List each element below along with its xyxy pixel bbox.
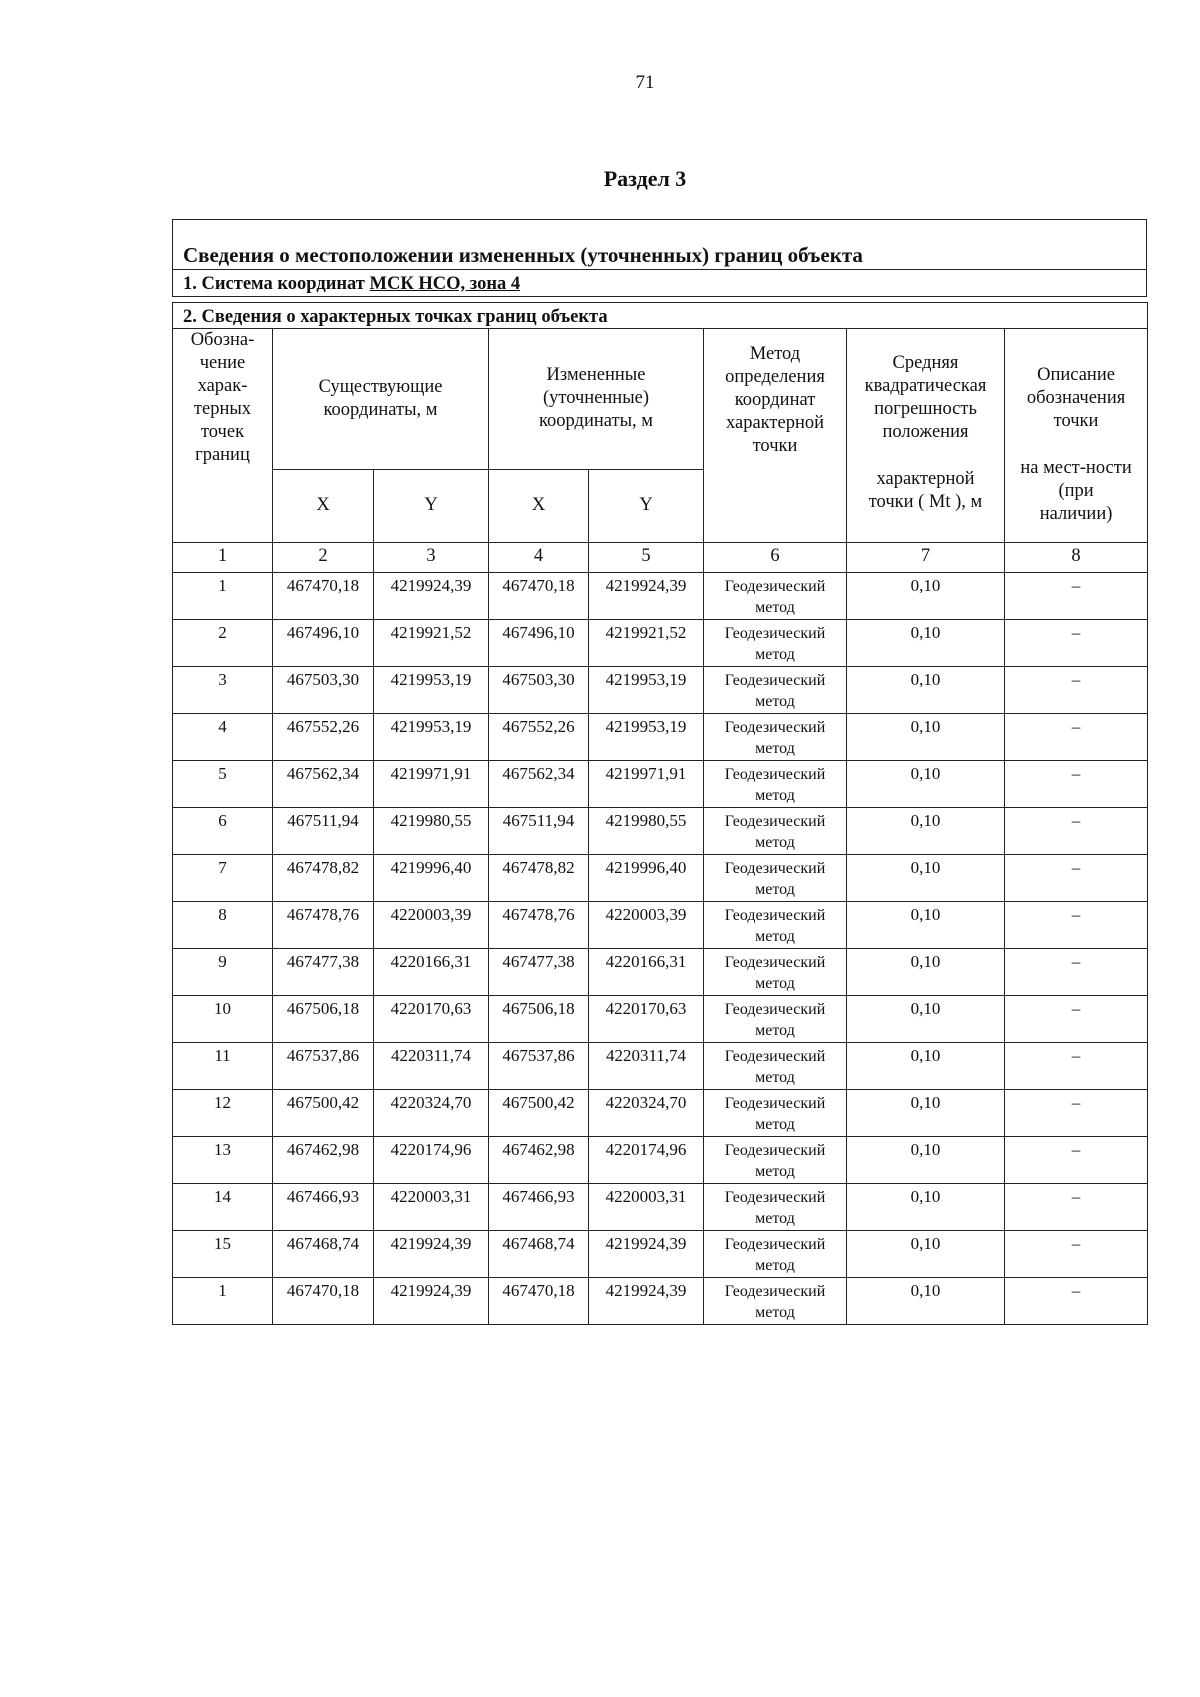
column-number-row — [173, 543, 1148, 573]
points-table — [172, 302, 1148, 1325]
header-line: характерной — [725, 413, 825, 433]
description-cell: – — [1005, 996, 1148, 1043]
existing-y-cell: 4220174,96 — [374, 1137, 489, 1184]
header-existing — [273, 329, 489, 470]
existing-y-cell: 4219924,39 — [374, 573, 489, 620]
existing-y-cell: 4219953,19 — [374, 714, 489, 761]
mt-cell: 0,10 — [847, 808, 1005, 855]
header-error-bottom-lines — [847, 468, 1004, 514]
existing-x-cell: 467468,74 — [273, 1231, 374, 1278]
changed-x-cell: 467470,18 — [489, 1278, 589, 1325]
mt-cell: 0,10 — [847, 1137, 1005, 1184]
existing-x-cell: 467462,98 — [273, 1137, 374, 1184]
existing-x-cell: 467470,18 — [273, 573, 374, 620]
point-number-cell: 7 — [173, 855, 273, 902]
description-cell: – — [1005, 902, 1148, 949]
method-cell: Геодезический метод — [704, 902, 847, 949]
mt-cell: 0,10 — [847, 761, 1005, 808]
changed-y-cell: 4219921,52 — [589, 620, 704, 667]
header-changed-lines — [489, 364, 703, 433]
changed-x-cell: 467468,74 — [489, 1231, 589, 1278]
changed-y-cell: 4220170,63 — [589, 996, 704, 1043]
header-line: координаты, м — [539, 411, 653, 432]
header-line: (уточненные) — [542, 388, 650, 409]
header-line: координаты, м — [323, 399, 438, 420]
changed-x-cell: 467562,34 — [489, 761, 589, 808]
method-cell: Геодезический метод — [704, 949, 847, 996]
changed-x-cell: 467496,10 — [489, 620, 589, 667]
table-row — [173, 1184, 1148, 1231]
description-cell: – — [1005, 855, 1148, 902]
changed-y-cell: 4219953,19 — [589, 714, 704, 761]
header-description — [1005, 329, 1148, 543]
header-changed — [489, 329, 704, 470]
header-desc-bottom-lines — [1005, 457, 1147, 526]
column-number: 3 — [374, 543, 489, 573]
method-cell: Геодезический метод — [704, 1184, 847, 1231]
method-cell: Геодезический метод — [704, 667, 847, 714]
header-desc-top-lines — [1005, 364, 1147, 433]
page-number: 71 — [635, 72, 655, 93]
existing-x-cell: 467552,26 — [273, 714, 374, 761]
method-cell: Геодезический метод — [704, 996, 847, 1043]
changed-x-cell: 467470,18 — [489, 573, 589, 620]
changed-y-cell: 4219996,40 — [589, 855, 704, 902]
header-line: квадратическая — [864, 376, 987, 396]
header-line: погрешность — [874, 399, 977, 419]
method-cell: Геодезический метод — [704, 714, 847, 761]
point-number-cell: 5 — [173, 761, 273, 808]
existing-y-cell: 4219921,52 — [374, 620, 489, 667]
method-cell: Геодезический метод — [704, 808, 847, 855]
changed-y-cell: 4220003,31 — [589, 1184, 704, 1231]
header-line: определения — [725, 367, 825, 387]
existing-x-cell: 467537,86 — [273, 1043, 374, 1090]
existing-y-cell: 4220003,31 — [374, 1184, 489, 1231]
header-designation-lines — [173, 329, 272, 467]
description-cell: – — [1005, 667, 1148, 714]
changed-y-cell: 4219924,39 — [589, 1231, 704, 1278]
coord-system-value: МСК НСО, зона 4 — [369, 274, 521, 294]
existing-x-cell: 467503,30 — [273, 667, 374, 714]
header-line: на мест-ности — [1020, 458, 1132, 478]
header-line: характерной — [876, 469, 975, 489]
mt-cell: 0,10 — [847, 1278, 1005, 1325]
table-row — [173, 1137, 1148, 1184]
point-number-cell: 1 — [173, 573, 273, 620]
description-cell: – — [1005, 949, 1148, 996]
mt-cell: 0,10 — [847, 855, 1005, 902]
existing-y-cell: 4219924,39 — [374, 1231, 489, 1278]
table-row — [173, 855, 1148, 902]
points-table-wrapper — [172, 302, 1147, 1325]
header-line: (при — [1058, 481, 1094, 501]
description-cell: – — [1005, 620, 1148, 667]
changed-y-cell: 4219980,55 — [589, 808, 704, 855]
header-line: Описание — [1037, 365, 1115, 385]
existing-y-cell: 4219996,40 — [374, 855, 489, 902]
header-line: границ — [195, 445, 250, 465]
existing-y-cell: 4220170,63 — [374, 996, 489, 1043]
header-line: чение — [199, 353, 246, 373]
description-cell: – — [1005, 573, 1148, 620]
section-title: Раздел 3 — [603, 166, 687, 191]
header-existing-y: Y — [374, 469, 489, 542]
mt-cell: 0,10 — [847, 1090, 1005, 1137]
header-desc-spacer — [1005, 433, 1147, 457]
header-changed-x: X — [489, 469, 589, 542]
header-line: харак- — [197, 376, 248, 396]
point-number-cell: 13 — [173, 1137, 273, 1184]
point-number-cell: 15 — [173, 1231, 273, 1278]
header-line: Обозна- — [190, 330, 255, 350]
header-changed-y: Y — [589, 469, 704, 542]
header-method — [704, 329, 847, 543]
header-line: Измененные — [546, 365, 646, 386]
changed-x-cell: 467478,76 — [489, 902, 589, 949]
header-error-top-lines — [847, 352, 1004, 444]
existing-x-cell: 467506,18 — [273, 996, 374, 1043]
changed-y-cell: 4219971,91 — [589, 761, 704, 808]
header-line: наличии) — [1039, 504, 1113, 524]
header-line: точки — [1053, 411, 1099, 431]
table-row — [173, 996, 1148, 1043]
point-number-cell: 10 — [173, 996, 273, 1043]
mt-cell: 0,10 — [847, 949, 1005, 996]
column-number: 2 — [273, 543, 374, 573]
changed-x-cell: 467552,26 — [489, 714, 589, 761]
points-heading: 2. Сведения о характерных точках границ объекта — [173, 303, 1148, 329]
header-line: Существующие — [318, 376, 443, 397]
changed-y-cell: 4219924,39 — [589, 1278, 704, 1325]
table-row — [173, 949, 1148, 996]
mt-cell: 0,10 — [847, 996, 1005, 1043]
existing-x-cell: 467478,76 — [273, 902, 374, 949]
table-row — [173, 1090, 1148, 1137]
description-cell: – — [1005, 1278, 1148, 1325]
existing-y-cell: 4219971,91 — [374, 761, 489, 808]
object-heading: Сведения о местоположении измененных (уточненных) границ объекта — [173, 220, 1146, 270]
changed-y-cell: 4220324,70 — [589, 1090, 704, 1137]
mt-cell: 0,10 — [847, 714, 1005, 761]
existing-y-cell: 4220324,70 — [374, 1090, 489, 1137]
header-line: точек — [200, 422, 245, 442]
header-line: точки — [752, 436, 798, 456]
method-cell: Геодезический метод — [704, 1090, 847, 1137]
changed-x-cell: 467511,94 — [489, 808, 589, 855]
point-number-cell: 8 — [173, 902, 273, 949]
changed-y-cell: 4220174,96 — [589, 1137, 704, 1184]
column-number: 7 — [847, 543, 1005, 573]
header-line: терных — [193, 399, 252, 419]
point-number-cell: 14 — [173, 1184, 273, 1231]
existing-x-cell: 467562,34 — [273, 761, 374, 808]
changed-x-cell: 467503,30 — [489, 667, 589, 714]
point-number-cell: 2 — [173, 620, 273, 667]
mt-cell: 0,10 — [847, 1231, 1005, 1278]
header-error — [847, 329, 1005, 543]
description-cell: – — [1005, 714, 1148, 761]
table-row — [173, 667, 1148, 714]
changed-x-cell: 467477,38 — [489, 949, 589, 996]
description-cell: – — [1005, 1043, 1148, 1090]
method-cell: Геодезический метод — [704, 1278, 847, 1325]
description-cell: – — [1005, 1090, 1148, 1137]
method-cell: Геодезический метод — [704, 1231, 847, 1278]
existing-x-cell: 467496,10 — [273, 620, 374, 667]
header-method-lines — [704, 343, 846, 458]
mt-cell: 0,10 — [847, 667, 1005, 714]
header-line: обозначения — [1026, 388, 1126, 408]
existing-y-cell: 4219980,55 — [374, 808, 489, 855]
method-cell: Геодезический метод — [704, 1137, 847, 1184]
table-row — [173, 1278, 1148, 1325]
point-number-cell: 6 — [173, 808, 273, 855]
header-line: положения — [882, 422, 969, 442]
mt-cell: 0,10 — [847, 573, 1005, 620]
header-existing-x: X — [273, 469, 374, 542]
point-number-cell: 1 — [173, 1278, 273, 1325]
changed-x-cell: 467466,93 — [489, 1184, 589, 1231]
header-existing-lines — [273, 376, 488, 422]
table-row — [173, 620, 1148, 667]
changed-x-cell: 467462,98 — [489, 1137, 589, 1184]
existing-y-cell: 4220166,31 — [374, 949, 489, 996]
header-designation — [173, 329, 273, 543]
existing-x-cell: 467511,94 — [273, 808, 374, 855]
existing-y-cell: 4219924,39 — [374, 1278, 489, 1325]
header-error-spacer — [847, 444, 1004, 468]
method-cell: Геодезический метод — [704, 855, 847, 902]
column-number: 8 — [1005, 543, 1148, 573]
existing-x-cell: 467466,93 — [273, 1184, 374, 1231]
changed-x-cell: 467506,18 — [489, 996, 589, 1043]
mt-cell: 0,10 — [847, 1184, 1005, 1231]
existing-x-cell: 467478,82 — [273, 855, 374, 902]
point-number-cell: 9 — [173, 949, 273, 996]
point-number-cell: 4 — [173, 714, 273, 761]
existing-x-cell: 467477,38 — [273, 949, 374, 996]
changed-y-cell: 4220003,39 — [589, 902, 704, 949]
table-row — [173, 902, 1148, 949]
existing-y-cell: 4219953,19 — [374, 667, 489, 714]
table-row — [173, 808, 1148, 855]
object-info-box — [172, 219, 1147, 297]
existing-x-cell: 467470,18 — [273, 1278, 374, 1325]
description-cell: – — [1005, 1137, 1148, 1184]
changed-y-cell: 4220311,74 — [589, 1043, 704, 1090]
existing-y-cell: 4220311,74 — [374, 1043, 489, 1090]
description-cell: – — [1005, 1184, 1148, 1231]
column-number: 6 — [704, 543, 847, 573]
mt-cell: 0,10 — [847, 902, 1005, 949]
description-cell: – — [1005, 1231, 1148, 1278]
header-line: координат — [734, 390, 816, 410]
table-row — [173, 573, 1148, 620]
coord-system-label: 1. Система координат — [183, 274, 365, 294]
table-row — [173, 1231, 1148, 1278]
header-line: Метод — [749, 344, 801, 364]
method-cell: Геодезический метод — [704, 573, 847, 620]
table-row — [173, 714, 1148, 761]
changed-x-cell: 467537,86 — [489, 1043, 589, 1090]
changed-y-cell: 4219924,39 — [589, 573, 704, 620]
changed-x-cell: 467500,42 — [489, 1090, 589, 1137]
point-number-cell: 11 — [173, 1043, 273, 1090]
column-number: 1 — [173, 543, 273, 573]
description-cell: – — [1005, 808, 1148, 855]
table-row — [173, 761, 1148, 808]
column-number: 5 — [589, 543, 704, 573]
method-cell: Геодезический метод — [704, 1043, 847, 1090]
table-row — [173, 1043, 1148, 1090]
method-cell: Геодезический метод — [704, 761, 847, 808]
method-cell: Геодезический метод — [704, 620, 847, 667]
header-line: точки ( Mt ), м — [868, 492, 983, 512]
changed-y-cell: 4219953,19 — [589, 667, 704, 714]
existing-x-cell: 467500,42 — [273, 1090, 374, 1137]
point-number-cell: 12 — [173, 1090, 273, 1137]
mt-cell: 0,10 — [847, 1043, 1005, 1090]
changed-y-cell: 4220166,31 — [589, 949, 704, 996]
description-cell: – — [1005, 761, 1148, 808]
coord-system-line — [173, 270, 1146, 296]
header-line: Средняя — [892, 353, 959, 373]
point-number-cell: 3 — [173, 667, 273, 714]
existing-y-cell: 4220003,39 — [374, 902, 489, 949]
changed-x-cell: 467478,82 — [489, 855, 589, 902]
mt-cell: 0,10 — [847, 620, 1005, 667]
column-number: 4 — [489, 543, 589, 573]
